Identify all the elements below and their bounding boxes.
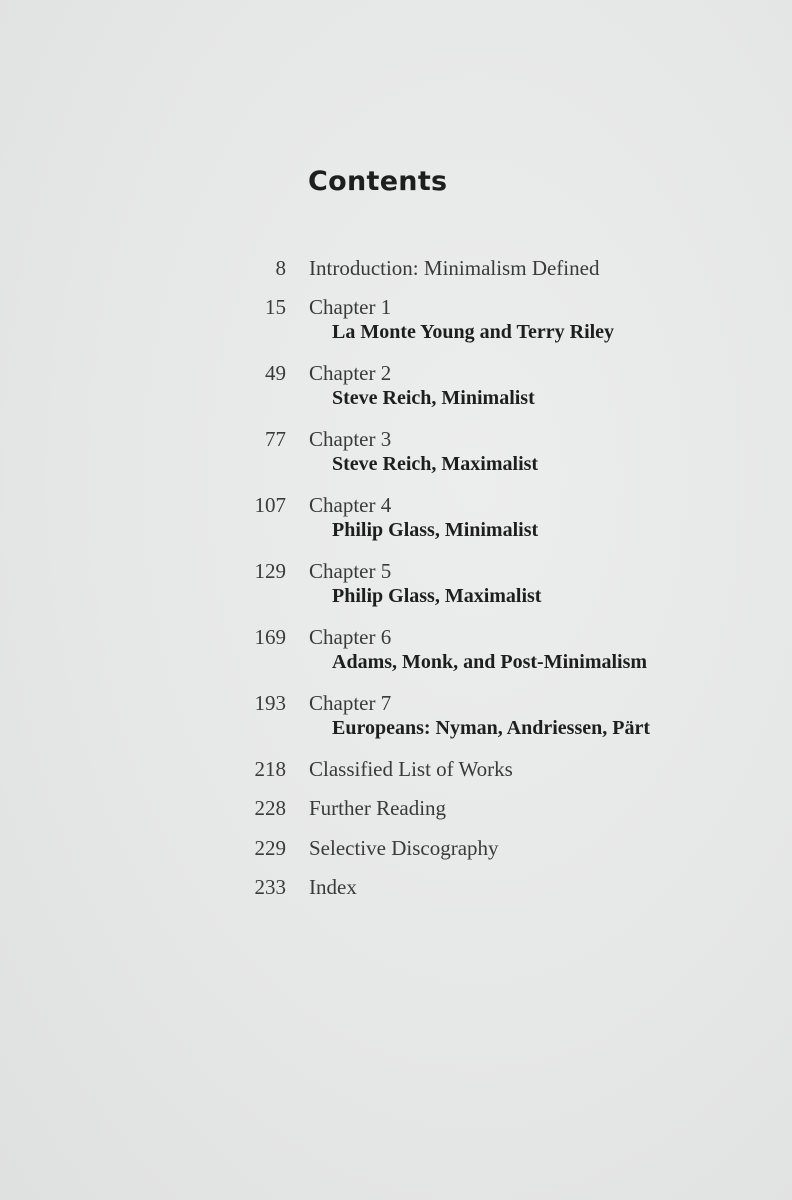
toc-entry-label: Further Reading bbox=[309, 796, 447, 820]
toc-chapter-title: Steve Reich, Minimalist bbox=[332, 387, 535, 409]
toc-page-number: 218 bbox=[254, 757, 286, 781]
toc-chapter-title: Europeans: Nyman, Andriessen, Pärt bbox=[332, 717, 650, 739]
toc-entry-label: Chapter 4 bbox=[309, 493, 392, 517]
toc-entry-label: Index bbox=[309, 875, 357, 899]
toc-entry-label: Chapter 1 bbox=[309, 295, 392, 319]
toc-entry-label: Chapter 6 bbox=[309, 625, 392, 649]
toc-entry-label: Chapter 5 bbox=[309, 559, 392, 583]
toc-page-number: 77 bbox=[265, 427, 286, 451]
toc-entry-label: Chapter 2 bbox=[309, 361, 392, 385]
toc-page-number: 169 bbox=[254, 625, 286, 649]
toc-entry-label: Classified List of Works bbox=[309, 757, 513, 781]
toc-chapter-title: Steve Reich, Maximalist bbox=[332, 453, 539, 475]
toc-entry-label: Selective Discography bbox=[309, 836, 499, 860]
toc-chapter-title: Philip Glass, Maximalist bbox=[332, 585, 542, 607]
toc-page-number: 229 bbox=[254, 836, 286, 860]
toc-page-number: 15 bbox=[265, 295, 286, 319]
toc-chapter-title: La Monte Young and Terry Riley bbox=[332, 321, 615, 343]
toc-page-number: 233 bbox=[254, 875, 286, 899]
toc-page-number: 193 bbox=[254, 691, 286, 715]
toc-entry-label: Chapter 3 bbox=[309, 427, 392, 451]
toc-entry-label: Introduction: Minimalism Defined bbox=[309, 256, 600, 280]
toc-page-number: 228 bbox=[254, 796, 286, 820]
toc-page-number: 8 bbox=[275, 256, 286, 280]
toc-page-number: 129 bbox=[254, 559, 286, 583]
toc-chapter-title: Philip Glass, Minimalist bbox=[332, 519, 539, 541]
page-title: Contents bbox=[308, 166, 448, 197]
toc-page-number: 107 bbox=[254, 493, 286, 517]
toc-page-number: 49 bbox=[265, 361, 286, 385]
toc-chapter-title: Adams, Monk, and Post-Minimalism bbox=[332, 651, 648, 673]
toc-entry-label: Chapter 7 bbox=[309, 691, 392, 715]
